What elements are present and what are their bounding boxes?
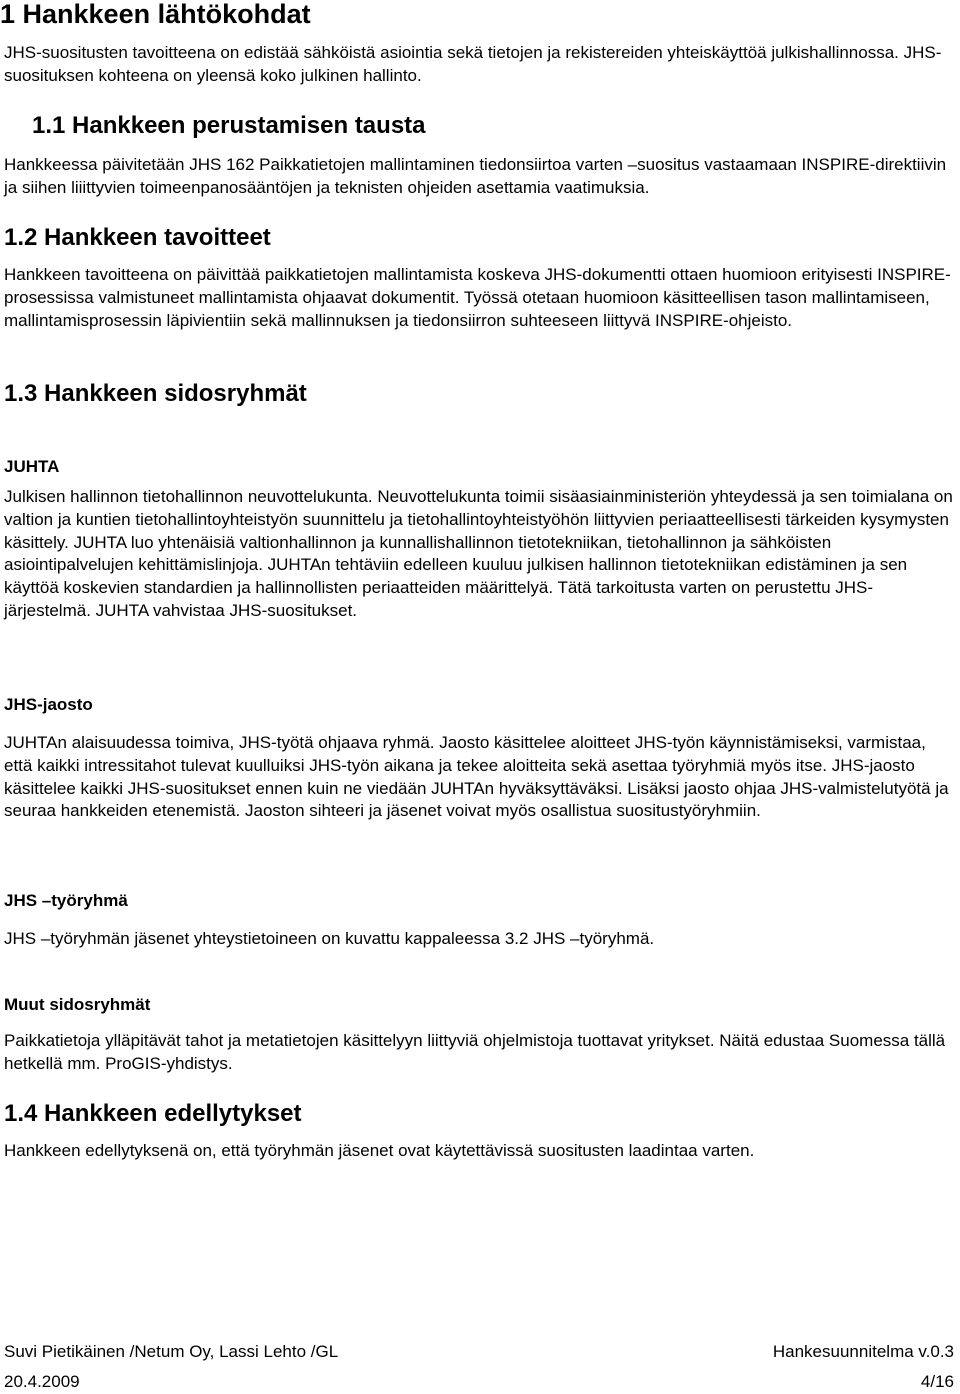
juhta-paragraph: Julkisen hallinnon tietohallinnon neuvottelukunta. Neuvottelukunta toimii sisäasiainministeriön yhteydessä ja sen toimialana on valtion ja kuntien tietohallintoyhteistyön suunnittelu ja tietohallintoyhteistyöhön liittyvien periaatteellisesti tärkeiden kysymysten käsittely. JUHTA luo yhtenäisiä valtionhallinnon ja kunnallishallinnon tietotekniikan, tietohallinnon ja sähköisten asiointipalvelujen kehittämislinjoja. JUHTAn tehtäviin edelleen kuuluu julkisen hallinnon tietotekniikan edistäminen ja sen käyttöä koskevien standardien ja hallinnollisten periaatteiden määrittelyä. Tätä tarkoitusta varten on perustettu JHS-järjestelmä. JUHTA vahvistaa JHS-suositukset. — [4, 487, 953, 620]
jhs-jaosto-heading: JHS-jaosto — [4, 695, 93, 714]
jhs-tyoryhma-paragraph: JHS –työryhmän jäsenet yhteystietoineen on kuvattu kappaleessa 3.2 JHS –työryhmä. — [4, 929, 655, 948]
jhs-tyoryhma-heading: JHS –työryhmä — [4, 891, 128, 910]
section-1-4-title: 1.4 Hankkeen edellytykset — [4, 1100, 302, 1127]
section-1-4-text: Hankkeen edellytyksenä on, että työryhmän jäsenet ovat käytettävissä suositusten laadintaa varten. — [4, 1141, 755, 1160]
jhs-jaosto-paragraph: JUHTAn alaisuudessa toimiva, JHS-työtä ohjaava ryhmä. Jaosto käsittelee aloitteet JHS-työn käynnistämiseksi, varmistaa, että kaikki intressitahot tulevat kuulluiksi JHS-työn aikana ja tekee aloitteita sekä asettaa työryhmiä myös itse. JHS-jaosto käsittelee kaikki JHS-suositukset ennen kuin ne viedään JUHTAn hyväksyttäväksi. Lisäksi jaosto ohjaa JHS-valmistelutyötä ja seuraa hankkeiden etenemistä. Jaoston sihteeri ja jäsenet voivat myös osallistua suositustyöryhmiin. — [4, 733, 949, 821]
juhta-heading: JUHTA — [4, 457, 60, 476]
section-1-3-title: 1.3 Hankkeen sidosryhmät — [4, 380, 307, 407]
intro-paragraph: JHS-suositusten tavoitteena on edistää sähköistä asiointia sekä tietojen ja rekistereiden yhteiskäyttöä julkishallinnossa. JHS-suosituksen kohteena on yleensä koko julkinen hallinto. — [4, 43, 942, 85]
section-1-2-text: Hankkeen tavoitteena on päivittää paikkatietojen mallintamista koskeva JHS-dokumentti ottaen huomioon erityisesti INSPIRE-prosessissa valmistuneet mallintamista ohjaavat dokumentit. Työssä otetaan huomioon käsitteellisen tason mallintamiseen, mallintamisprosessin läpivientiin sekä mallinnuksen ja tiedonsiirron suhteeseen liittyvä INSPIRE-ohjeisto. — [4, 265, 951, 330]
muut-sidosryhmat-heading: Muut sidosryhmät — [4, 995, 151, 1014]
footer-doc-version: Hankesuunnitelma v.0.3 — [772, 1342, 954, 1361]
section-1-1-text: Hankkeessa päivitetään JHS 162 Paikkatietojen mallintaminen tiedonsiirtoa varten –suositus vastaamaan INSPIRE-direktiivin ja siihen liiittyvien toimeenpanosääntöjen ja teknisten ohjeiden asettamia vaatimuksia. — [4, 155, 947, 197]
footer-date: 20.4.2009 — [4, 1372, 80, 1391]
section-1-2-title: 1.2 Hankkeen tavoitteet — [4, 224, 271, 251]
muut-sidosryhmat-paragraph: Paikkatietoja ylläpitävät tahot ja metatietojen käsittelyyn liittyviä ohjelmistoja tuottavat yritykset. Näitä edustaa Suomessa tällä hetkellä mm. ProGIS-yhdistys. — [4, 1031, 946, 1073]
section-1-1-title: 1.1 Hankkeen perustamisen tausta — [32, 112, 426, 139]
chapter-title: 1 Hankkeen lähtökohdat — [0, 0, 311, 29]
footer-page-number: 4/16 — [920, 1372, 954, 1391]
footer-authors: Suvi Pietikäinen /Netum Oy, Lassi Lehto /GL — [4, 1342, 339, 1361]
